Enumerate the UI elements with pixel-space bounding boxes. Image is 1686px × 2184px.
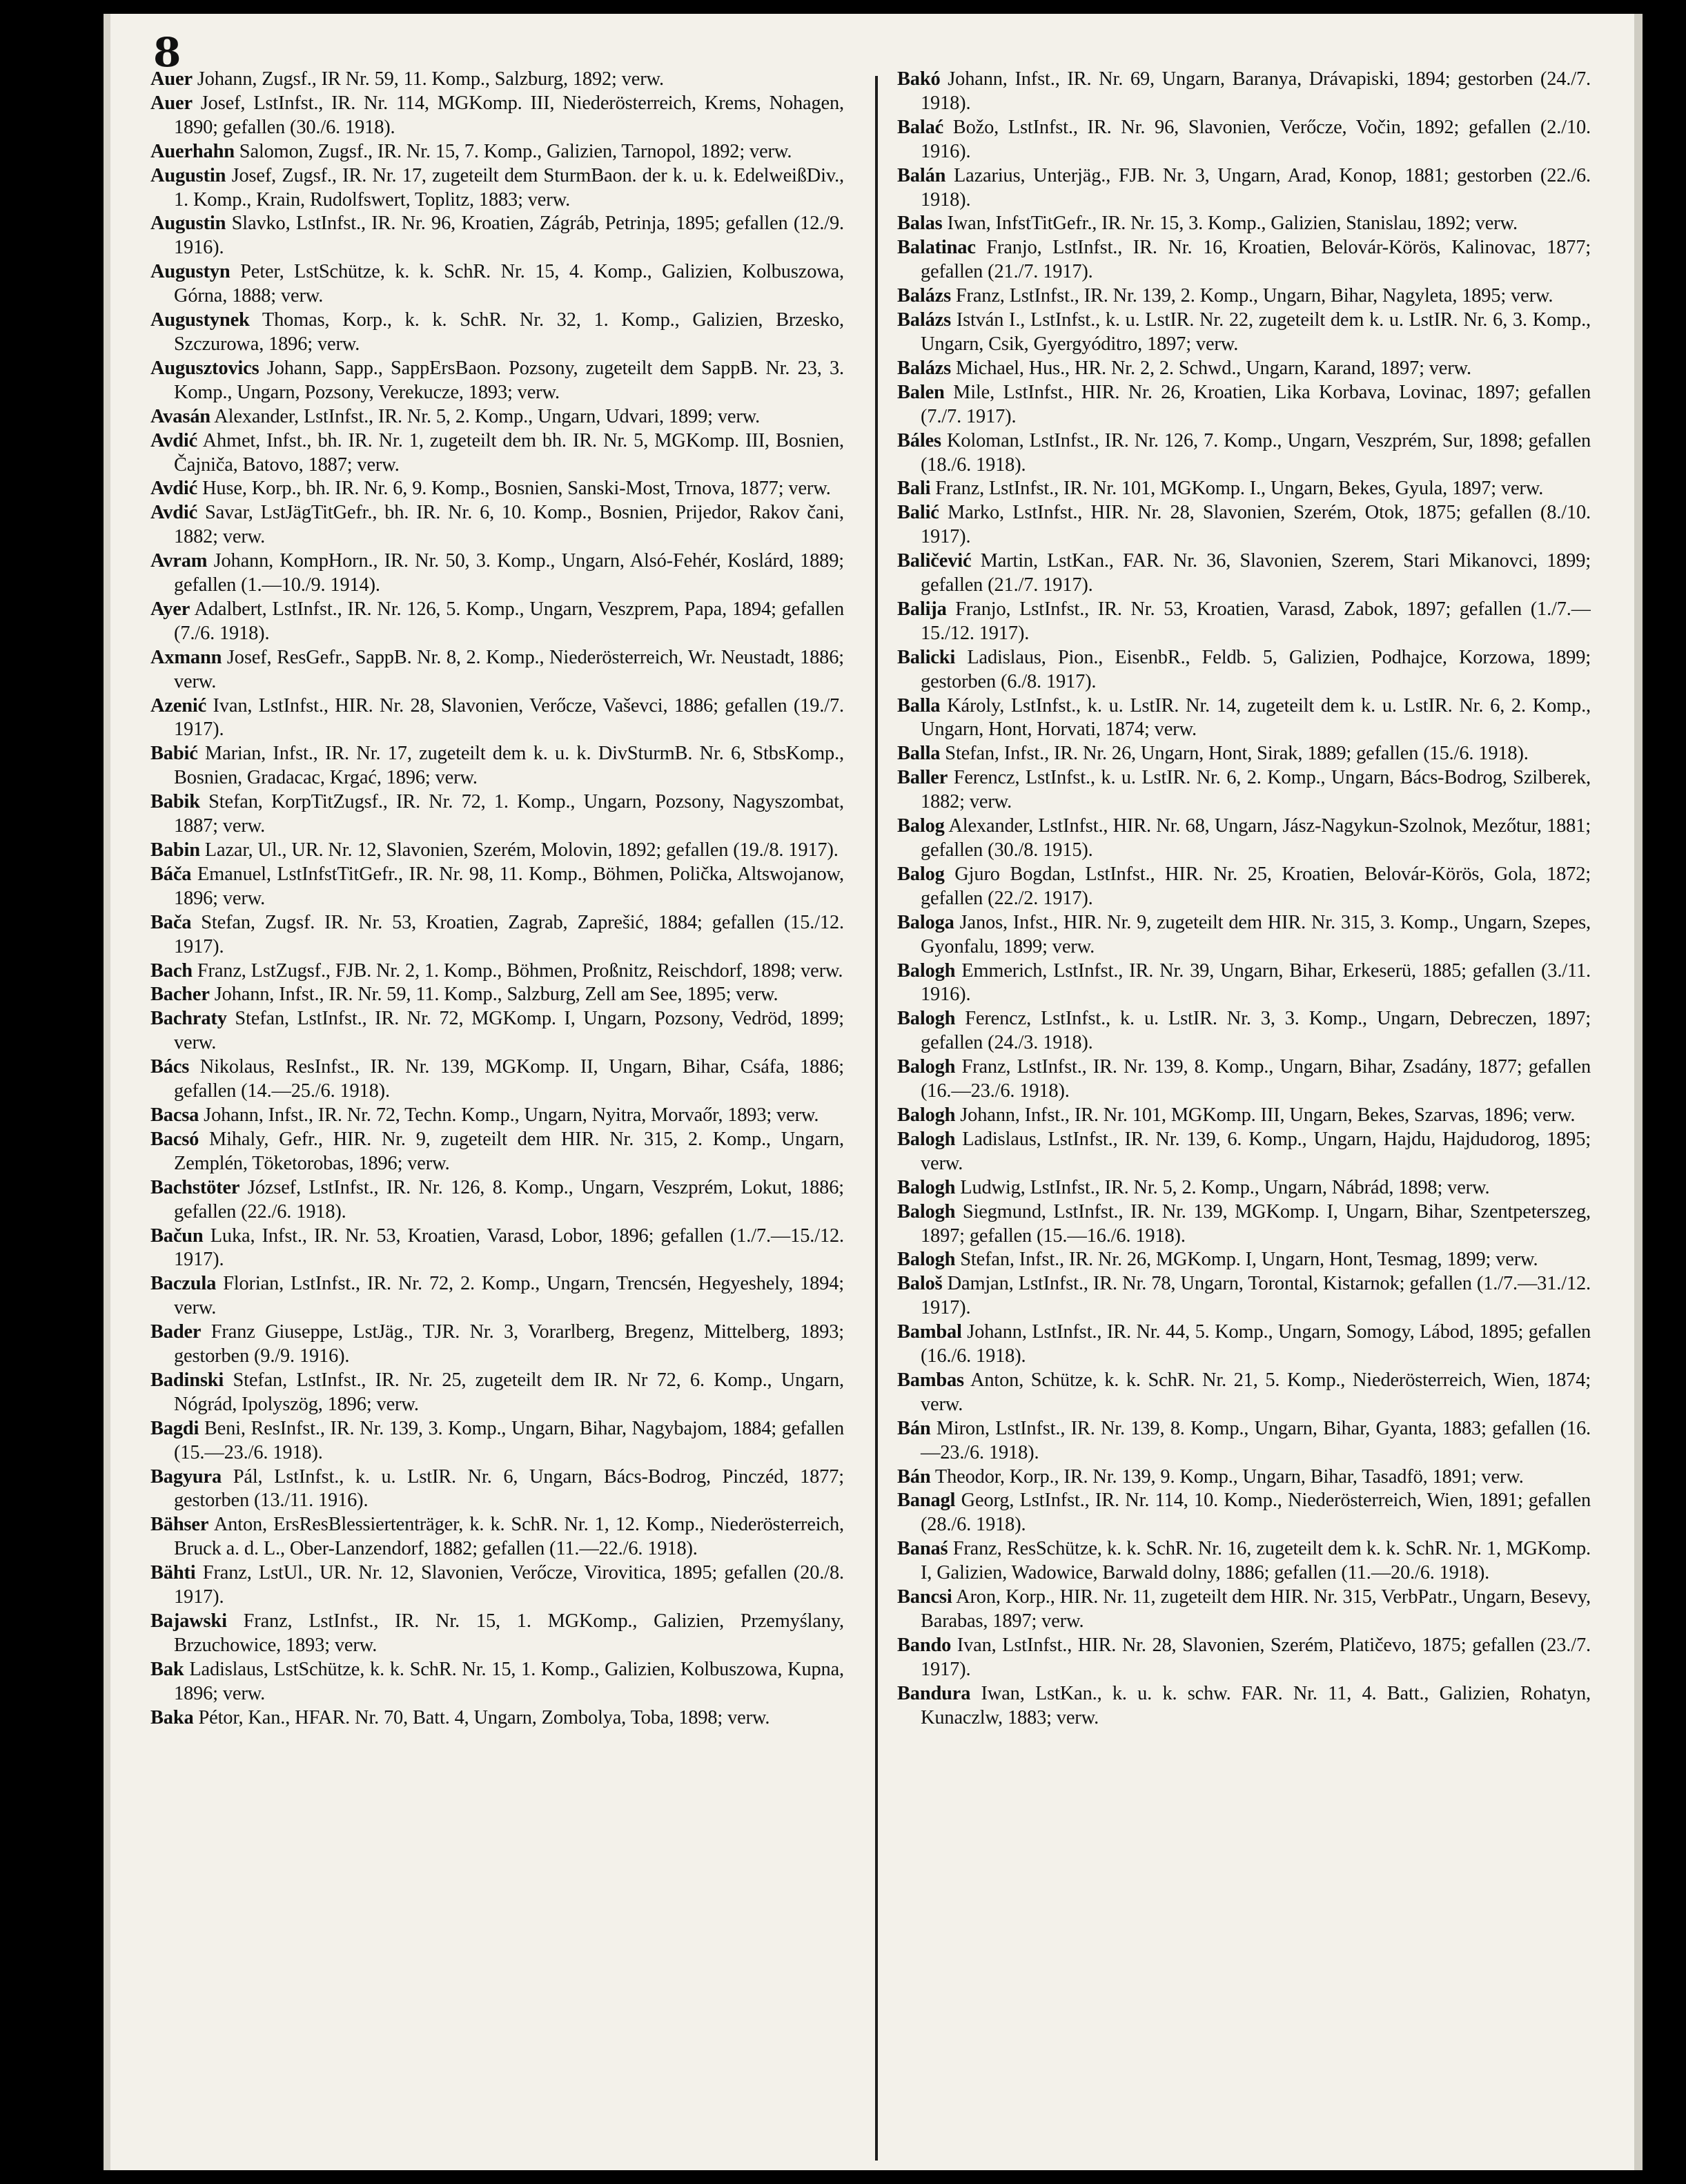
list-entry xyxy=(897,236,1591,284)
page-edge-left xyxy=(104,14,110,2170)
entry-details: Johann, LstInfst., IR. Nr. 44, 5. Komp., Ungarn, Somogy, Lábod, 1895; gefallen (16./6. 1918). xyxy=(921,1321,1591,1367)
list-entry xyxy=(897,1489,1591,1537)
entry-surname: Auer xyxy=(150,92,193,114)
entry-details: Franz, LstUl., UR. Nr. 12, Slavonien, Verőcze, Virovitica, 1895; gefallen (20./8. 1917). xyxy=(174,1562,844,1608)
entry-surname: Bando xyxy=(897,1634,952,1656)
list-entry xyxy=(150,357,844,405)
entry-surname: Bacsa xyxy=(150,1104,199,1126)
entry-details: Josef, ResGefr., SappB. Nr. 8, 2. Komp., Niederösterreich, Wr. Neustadt, 1886; verw. xyxy=(174,646,844,692)
entry-details: Ferencz, LstInfst., k. u. LstIR. Nr. 6, 2. Komp., Ungarn, Bács-Bodrog, Szilberek, 1882; verw. xyxy=(921,767,1591,813)
entry-details: Peter, LstSchütze, k. k. SchR. Nr. 15, 4. Komp., Galizien, Kolbuszowa, Górna, 1888; verw. xyxy=(174,261,844,307)
entry-details: Aron, Korp., HIR. Nr. 11, zugeteilt dem HIR. Nr. 315, VerbPatr., Ungarn, Besevy, Barabas, 1897; verw. xyxy=(921,1586,1591,1632)
entry-surname: Balas xyxy=(897,213,943,235)
entry-surname: Baller xyxy=(897,767,948,789)
entry-details: Franz, ResSchütze, k. k. SchR. Nr. 16, zugeteilt dem k. k. SchR. Nr. 1, MGKomp. I, Galizien, Wadowice, Barwald dolny, 1886; gefallen (11.—20./6. 1918). xyxy=(921,1538,1591,1584)
entry-surname: Balać xyxy=(897,116,944,138)
entry-details: Stefan, LstInfst., IR. Nr. 72, MGKomp. I, Ungarn, Pozsony, Vedröd, 1899; verw. xyxy=(174,1008,844,1054)
entry-details: Johann, Zugsf., IR Nr. 59, 11. Komp., Salzburg, 1892; verw. xyxy=(192,68,664,90)
list-entry xyxy=(150,1128,844,1176)
entry-details: Pétor, Kan., HFAR. Nr. 70, Batt. 4, Ungarn, Zombolya, Toba, 1898; verw. xyxy=(193,1706,770,1728)
entry-details: Adalbert, LstInfst., IR. Nr. 126, 5. Komp., Ungarn, Veszprem, Papa, 1894; gefallen (7./6. 1918). xyxy=(174,598,844,644)
entry-surname: Balić xyxy=(897,502,939,524)
entry-surname: Balogh xyxy=(897,1128,956,1150)
entry-details: Salomon, Zugsf., IR. Nr. 15, 7. Komp., Galizien, Tarnopol, 1892; verw. xyxy=(234,140,792,162)
list-entry xyxy=(897,501,1591,549)
list-entry xyxy=(897,309,1591,357)
list-entry xyxy=(897,1682,1591,1730)
entry-surname: Baczula xyxy=(150,1273,217,1295)
entry-details: Stefan, KorpTitZugsf., IR. Nr. 72, 1. Komp., Ungarn, Pozsony, Nagyszombat, 1887; verw. xyxy=(174,791,844,837)
entry-surname: Balogh xyxy=(897,1176,956,1198)
entry-details: Božo, LstInfst., IR. Nr. 96, Slavonien, Verőcze, Vočin, 1892; gefallen (2./10. 1916). xyxy=(921,116,1591,162)
list-entry xyxy=(150,501,844,549)
entry-surname: Babić xyxy=(150,743,198,765)
list-entry xyxy=(897,1248,1591,1272)
entry-surname: Bandura xyxy=(897,1682,971,1704)
entry-details: Stefan, Zugsf. IR. Nr. 53, Kroatien, Zagrab, Zaprešić, 1884; gefallen (15./12. 1917). xyxy=(174,911,844,957)
list-entry xyxy=(897,1634,1591,1682)
entry-details: Georg, LstInfst., IR. Nr. 114, 10. Komp., Niederösterreich, Wien, 1891; gefallen (28./6. 1918). xyxy=(921,1490,1591,1536)
list-entry xyxy=(897,1272,1591,1320)
list-entry xyxy=(150,1610,844,1658)
column-divider xyxy=(875,76,878,2161)
entry-details: Lazar, Ul., UR. Nr. 12, Slavonien, Szerém, Molovin, 1892; gefallen (19./8. 1917). xyxy=(199,839,839,861)
entry-surname: Balatinac xyxy=(897,237,976,259)
list-entry xyxy=(150,1417,844,1465)
entry-details: Martin, LstKan., FAR. Nr. 36, Slavonien, Szerem, Stari Mikanovci, 1899; gefallen (21./7. 1917). xyxy=(921,550,1591,596)
list-entry xyxy=(150,1658,844,1706)
list-entry xyxy=(897,429,1591,478)
list-entry xyxy=(150,1272,844,1320)
list-entry xyxy=(150,405,844,429)
entry-surname: Bachraty xyxy=(150,1008,227,1030)
entry-surname: Augustin xyxy=(150,213,226,235)
entry-details: Beni, ResInfst., IR. Nr. 139, 3. Komp., Ungarn, Bihar, Nagybajom, 1884; gefallen (15.—23./6. 1918). xyxy=(174,1417,844,1463)
entry-surname: Báča xyxy=(150,863,192,885)
entry-surname: Augustyn xyxy=(150,261,231,283)
entry-surname: Balogh xyxy=(897,1200,956,1222)
entry-details: Franz, LstInfst., IR. Nr. 15, 1. MGKomp., Galizien, Przemyślany, Brzuchowice, 1893; verw. xyxy=(174,1610,844,1656)
entry-surname: Bacsó xyxy=(150,1128,199,1150)
list-entry xyxy=(150,983,844,1007)
list-entry xyxy=(897,1128,1591,1176)
entry-surname: Avasán xyxy=(150,405,210,427)
list-entry xyxy=(150,1561,844,1610)
list-entry xyxy=(150,694,844,743)
entry-surname: Bakó xyxy=(897,68,941,90)
entry-details: Iwan, LstKan., k. u. k. schw. FAR. Nr. 11, 4. Batt., Galizien, Rohatyn, Kunaczlw, 1883; verw. xyxy=(921,1682,1591,1728)
entry-details: Franz, LstZugsf., FJB. Nr. 2, 1. Komp., Böhmen, Proßnitz, Reischdorf, 1898; verw. xyxy=(192,959,843,982)
list-entry xyxy=(150,646,844,694)
list-entry xyxy=(150,839,844,863)
entry-details: Johann, Infst., IR. Nr. 59, 11. Komp., Salzburg, Zell am See, 1895; verw. xyxy=(209,984,778,1006)
entry-details: Franz Giuseppe, LstJäg., TJR. Nr. 3, Vorarlberg, Bregenz, Mittelberg, 1893; gestorben (9./9. 1916). xyxy=(174,1321,844,1367)
entry-surname: Bača xyxy=(150,911,192,933)
entry-surname: Banaś xyxy=(897,1538,948,1560)
entry-surname: Balázs xyxy=(897,357,951,379)
entry-surname: Axmann xyxy=(150,646,222,668)
list-entry xyxy=(150,598,844,646)
entry-details: Josef, LstInfst., IR. Nr. 114, MGKomp. III, Niederösterreich, Krems, Nohagen, 1890; gefallen (30./6. 1918). xyxy=(174,92,844,138)
list-entry xyxy=(150,212,844,260)
list-entry xyxy=(897,1537,1591,1586)
list-entry xyxy=(897,1176,1591,1200)
list-entry xyxy=(897,212,1591,236)
list-entry xyxy=(897,164,1591,213)
entry-details: Marko, LstInfst., HIR. Nr. 28, Slavonien, Szerém, Otok, 1875; gefallen (8./10. 1917). xyxy=(921,502,1591,548)
entry-details: Damjan, LstInfst., IR. Nr. 78, Ungarn, Torontal, Kistarnok; gefallen (1./7.—31./12. 1917). xyxy=(921,1273,1591,1319)
right-column xyxy=(897,68,1591,2145)
entry-details: Johann, Infst., IR. Nr. 101, MGKomp. III, Ungarn, Bekes, Szarvas, 1896; verw. xyxy=(955,1104,1576,1126)
list-entry xyxy=(150,1369,844,1417)
entry-surname: Baloga xyxy=(897,911,954,933)
entry-details: Franz, LstInfst., IR. Nr. 101, MGKomp. I., Ungarn, Bekes, Gyula, 1897; verw. xyxy=(930,478,1544,500)
entry-details: Ferencz, LstInfst., k. u. LstIR. Nr. 3, 3. Komp., Ungarn, Debreczen, 1897; gefallen (24./3. 1918). xyxy=(921,1008,1591,1054)
list-entry xyxy=(897,863,1591,911)
entry-details: Emmerich, LstInfst., IR. Nr. 39, Ungarn, Bihar, Erkeserü, 1885; gefallen (3./11. 1916). xyxy=(921,959,1591,1006)
list-entry xyxy=(897,1586,1591,1634)
entry-surname: Bagyura xyxy=(150,1465,222,1488)
list-entry xyxy=(897,1320,1591,1369)
entry-surname: Balija xyxy=(897,598,947,620)
entry-details: Franz, LstInfst., IR. Nr. 139, 8. Komp., Ungarn, Bihar, Zsadány, 1877; gefallen (16.—23./6. 1918). xyxy=(921,1056,1591,1102)
entry-details: Miron, LstInfst., IR. Nr. 139, 8. Komp., Ungarn, Bihar, Gyanta, 1883; gefallen (16.—23./6. 1918). xyxy=(921,1417,1591,1463)
entry-details: Alexander, LstInfst., IR. Nr. 5, 2. Komp., Ungarn, Udvari, 1899; verw. xyxy=(210,405,761,427)
entry-details: Ladislaus, Pion., EisenbR., Feldb. 5, Galizien, Podhajce, Korzowa, 1899; gestorben (6./8. 1917). xyxy=(921,646,1591,692)
list-entry xyxy=(897,1465,1591,1490)
entry-details: Siegmund, LstInfst., IR. Nr. 139, MGKomp. I, Ungarn, Bihar, Szentpeterszeg, 1897; gefallen (15.—16./6. 1918). xyxy=(921,1200,1591,1247)
left-column xyxy=(150,68,844,2145)
entry-surname: Bähti xyxy=(150,1562,196,1584)
list-entry xyxy=(150,549,844,598)
entry-surname: Bán xyxy=(897,1465,931,1488)
entry-details: Ahmet, Infst., bh. IR. Nr. 1, zugeteilt dem bh. IR. Nr. 5, MGKomp. III, Bosnien, Čajniča, Batovo, 1887; verw. xyxy=(174,429,844,476)
entry-surname: Auerhahn xyxy=(150,140,235,162)
entry-details: Károly, LstInfst., k. u. LstIR. Nr. 14, zugeteilt dem k. u. LstIR. Nr. 6, 2. Komp., Ungarn, Hont, Horvati, 1874; verw. xyxy=(921,694,1591,741)
entry-surname: Bak xyxy=(150,1658,184,1680)
list-entry xyxy=(897,815,1591,863)
list-entry xyxy=(150,959,844,984)
entry-surname: Bambal xyxy=(897,1321,962,1343)
list-entry xyxy=(150,1465,844,1514)
list-entry xyxy=(897,357,1591,381)
list-entry xyxy=(897,646,1591,694)
entry-details: Franjo, LstInfst., IR. Nr. 16, Kroatien, Belovár-Körös, Kalinovac, 1877; gefallen (21./7. 1917). xyxy=(921,237,1591,283)
entry-details: Franz, LstInfst., IR. Nr. 139, 2. Komp., Ungarn, Bihar, Nagyleta, 1895; verw. xyxy=(950,285,1553,307)
entry-surname: Balogh xyxy=(897,1008,956,1030)
entry-surname: Balen xyxy=(897,381,945,403)
entry-surname: Avdić xyxy=(150,429,198,451)
entry-details: Franjo, LstInfst., IR. Nr. 53, Kroatien, Varasd, Zabok, 1897; gefallen (1./7.—15./12. 1917). xyxy=(921,598,1591,644)
entry-details: Anton, ErsResBlessiertenträger, k. k. SchR. Nr. 1, 12. Komp., Niederösterreich, Bruck a. d. L., Ober-Lanzendorf, 1882; gefallen (11.—22./6. 1918). xyxy=(174,1514,844,1560)
entry-details: Johann, KompHorn., IR. Nr. 50, 3. Komp., Ungarn, Alsó-Fehér, Koslárd, 1889; gefallen (1.—10./9. 1914). xyxy=(174,550,844,596)
entry-details: Michael, Hus., HR. Nr. 2, 2. Schwd., Ungarn, Karand, 1897; verw. xyxy=(950,357,1472,379)
entry-surname: Bajawski xyxy=(150,1610,227,1632)
entry-surname: Balogh xyxy=(897,1104,956,1126)
entry-surname: Banagl xyxy=(897,1490,956,1512)
entry-surname: Bagdi xyxy=(150,1417,199,1439)
entry-surname: Baličević xyxy=(897,550,972,572)
entry-surname: Balog xyxy=(897,863,945,885)
list-entry xyxy=(897,1369,1591,1417)
entry-details: Florian, LstInfst., IR. Nr. 72, 2. Komp., Ungarn, Trencsén, Hegyeshely, 1894; verw. xyxy=(174,1273,844,1319)
entry-details: Johann, Infst., IR. Nr. 72, Techn. Komp., Ungarn, Nyitra, Morvaőr, 1893; verw. xyxy=(199,1104,819,1126)
entry-details: Ivan, LstInfst., HIR. Nr. 28, Slavonien, Szerém, Platičevo, 1875; gefallen (23./7. 1917). xyxy=(921,1634,1591,1680)
list-entry xyxy=(897,598,1591,646)
entry-surname: Balogh xyxy=(897,1056,956,1078)
list-entry xyxy=(897,284,1591,309)
list-entry xyxy=(150,1706,844,1730)
list-entry xyxy=(897,766,1591,815)
entry-surname: Azenić xyxy=(150,694,207,716)
entry-surname: Balázs xyxy=(897,285,951,307)
list-entry xyxy=(150,911,844,959)
entry-surname: Augustynek xyxy=(150,309,250,331)
entry-surname: Ayer xyxy=(150,598,190,620)
list-entry xyxy=(150,1104,844,1128)
list-entry xyxy=(150,429,844,478)
entry-surname: Avram xyxy=(150,550,208,572)
entry-surname: Bačun xyxy=(150,1225,204,1247)
list-entry xyxy=(150,742,844,790)
entry-surname: Bancsi xyxy=(897,1586,952,1608)
entry-details: Anton, Schütze, k. k. SchR. Nr. 21, 5. Komp., Niederösterreich, Wien, 1874; verw. xyxy=(921,1369,1591,1415)
entry-details: Theodor, Korp., IR. Nr. 139, 9. Komp., Ungarn, Bihar, Tasadfö, 1891; verw. xyxy=(930,1465,1524,1488)
entry-details: Savar, LstJägTitGefr., bh. IR. Nr. 6, 10. Komp., Bosnien, Prijedor, Rakov čani, 1882; verw. xyxy=(174,502,844,548)
list-entry xyxy=(897,1417,1591,1465)
page-edge-right xyxy=(1634,14,1643,2170)
entry-surname: Balla xyxy=(897,743,941,765)
list-entry xyxy=(150,790,844,839)
list-entry xyxy=(897,911,1591,959)
entry-details: Marian, Infst., IR. Nr. 17, zugeteilt dem k. u. k. DivSturmB. Nr. 6, StbsKomp., Bosnien, Gradacac, Krgać, 1896; verw. xyxy=(174,743,844,789)
list-entry xyxy=(897,959,1591,1008)
entry-details: József, LstInfst., IR. Nr. 126, 8. Komp., Ungarn, Veszprém, Lokut, 1886; gefallen (22./6. 1918). xyxy=(174,1176,844,1222)
entry-details: Emanuel, LstInfstTitGefr., IR. Nr. 98, 11. Komp., Böhmen, Polička, Altswojanow, 1896; verw. xyxy=(174,863,844,909)
list-entry xyxy=(150,1320,844,1369)
entry-surname: Baloš xyxy=(897,1273,943,1295)
entry-details: Stefan, LstInfst., IR. Nr. 25, zugeteilt dem IR. Nr 72, 6. Komp., Ungarn, Nógrád, Ipolyszög, 1896; verw. xyxy=(174,1369,844,1415)
entry-surname: Bader xyxy=(150,1321,202,1343)
list-entry xyxy=(897,116,1591,164)
list-entry xyxy=(150,92,844,140)
entry-surname: Bach xyxy=(150,959,193,982)
list-entry xyxy=(150,164,844,213)
entry-details: Ivan, LstInfst., HIR. Nr. 28, Slavonien, Verőcze, Vaševci, 1886; gefallen (19./7. 1917). xyxy=(174,694,844,741)
entry-details: Mile, LstInfst., HIR. Nr. 26, Kroatien, Lika Korbava, Lovinac, 1897; gefallen (7./7. 1917). xyxy=(921,381,1591,427)
list-entry xyxy=(897,1200,1591,1249)
entry-surname: Avdić xyxy=(150,502,198,524)
list-entry xyxy=(897,549,1591,598)
entry-surname: Bambas xyxy=(897,1369,964,1391)
entry-surname: Badinski xyxy=(150,1369,224,1391)
entry-surname: Balogh xyxy=(897,1249,956,1271)
entry-details: Mihaly, Gefr., HIR. Nr. 9, zugeteilt dem HIR. Nr. 315, 2. Komp., Ungarn, Zemplén, Töketorobas, 1896; verw. xyxy=(174,1128,844,1174)
entry-surname: Balog xyxy=(897,815,945,837)
page-number: 8 xyxy=(153,29,182,76)
entry-details: Lazarius, Unterjäg., FJB. Nr. 3, Ungarn, Arad, Konop, 1881; gestorben (22./6. 1918). xyxy=(921,164,1591,211)
entry-surname: Bachstöter xyxy=(150,1176,240,1198)
list-entry xyxy=(150,68,844,92)
entry-surname: Bacher xyxy=(150,984,210,1006)
entry-surname: Babik xyxy=(150,791,200,813)
list-entry xyxy=(150,140,844,164)
entry-details: István I., LstInfst., k. u. LstIR. Nr. 22, zugeteilt dem k. u. LstIR. Nr. 6, 3. Komp., Ungarn, Csik, Gyergyóditro, 1897; verw. xyxy=(921,309,1591,355)
entry-details: Stefan, Infst., IR. Nr. 26, Ungarn, Hont, Sirak, 1889; gefallen (15./6. 1918). xyxy=(940,743,1529,765)
entry-details: Johann, Infst., IR. Nr. 69, Ungarn, Baranya, Drávapiski, 1894; gestorben (24./7. 1918). xyxy=(921,68,1591,114)
list-entry xyxy=(897,381,1591,429)
entry-details: Nikolaus, ResInfst., IR. Nr. 139, MGKomp. II, Ungarn, Bihar, Csáfa, 1886; gefallen (14.—25./6. 1918). xyxy=(174,1056,844,1102)
entry-details: Slavko, LstInfst., IR. Nr. 96, Kroatien, Zágráb, Petrinja, 1895; gefallen (12./9. 1916). xyxy=(174,213,844,259)
list-entry xyxy=(150,1007,844,1055)
list-entry xyxy=(897,694,1591,743)
list-entry xyxy=(150,1225,844,1273)
entry-details: Ludwig, LstInfst., IR. Nr. 5, 2. Komp., Ungarn, Nábrád, 1898; verw. xyxy=(955,1176,1490,1198)
entry-details: Pál, LstInfst., k. u. LstIR. Nr. 6, Ungarn, Bács-Bodrog, Pinczéd, 1877; gestorben (13./11. 1916). xyxy=(174,1465,844,1512)
entry-details: Luka, Infst., IR. Nr. 53, Kroatien, Varasd, Lobor, 1896; gefallen (1./7.—15./12. 1917). xyxy=(174,1225,844,1271)
entry-details: Janos, Infst., HIR. Nr. 9, zugeteilt dem HIR. Nr. 315, 3. Komp., Ungarn, Szepes, Gyonfalu, 1899; verw. xyxy=(921,911,1591,957)
entry-surname: Augustin xyxy=(150,164,226,186)
entry-details: Gjuro Bogdan, LstInfst., HIR. Nr. 25, Kroatien, Belovár-Körös, Gola, 1872; gefallen (22./2. 1917). xyxy=(921,863,1591,909)
list-entry xyxy=(150,260,844,309)
entry-surname: Augusztovics xyxy=(150,357,259,379)
document-page xyxy=(104,14,1643,2170)
entry-details: Josef, Zugsf., IR. Nr. 17, zugeteilt dem SturmBaon. der k. u. k. EdelweißDiv., 1. Komp., Krain, Rudolfswert, Toplitz, 1883; verw. xyxy=(174,164,844,211)
entry-surname: Baka xyxy=(150,1706,194,1728)
list-entry xyxy=(897,68,1591,116)
entry-surname: Auer xyxy=(150,68,193,90)
entry-surname: Bács xyxy=(150,1056,190,1078)
list-entry xyxy=(150,1513,844,1561)
entry-details: Koloman, LstInfst., IR. Nr. 126, 7. Komp., Ungarn, Veszprém, Sur, 1898; gefallen (18./6. 1918). xyxy=(921,429,1591,476)
entry-details: Johann, Sapp., SappErsBaon. Pozsony, zugeteilt dem SappB. Nr. 23, 3. Komp., Ungarn, Pozsony, Verekucze, 1893; verw. xyxy=(174,357,844,403)
entry-details: Iwan, InfstTitGefr., IR. Nr. 15, 3. Komp., Galizien, Stanislau, 1892; verw. xyxy=(942,213,1518,235)
list-entry xyxy=(897,1104,1591,1128)
list-entry xyxy=(150,477,844,501)
list-entry xyxy=(897,477,1591,501)
list-entry xyxy=(150,1176,844,1225)
list-entry xyxy=(897,1007,1591,1055)
list-entry xyxy=(150,309,844,357)
entry-surname: Bali xyxy=(897,478,931,500)
entry-surname: Bán xyxy=(897,1417,931,1439)
entry-details: Thomas, Korp., k. k. SchR. Nr. 32, 1. Komp., Galizien, Brzesko, Szczurowa, 1896; verw. xyxy=(174,309,844,355)
entry-details: Stefan, Infst., IR. Nr. 26, MGKomp. I, Ungarn, Hont, Tesmag, 1899; verw. xyxy=(955,1249,1538,1271)
list-entry xyxy=(897,1055,1591,1104)
entry-surname: Bähser xyxy=(150,1514,209,1536)
entry-surname: Báles xyxy=(897,429,941,451)
entry-surname: Balán xyxy=(897,164,946,186)
entry-details: Alexander, LstInfst., HIR. Nr. 68, Ungarn, Jász-Nagykun-Szolnok, Mezőtur, 1881; gefallen (30./8. 1915). xyxy=(921,815,1591,861)
entry-surname: Babin xyxy=(150,839,200,861)
list-entry xyxy=(897,742,1591,766)
entry-surname: Balla xyxy=(897,694,941,716)
list-entry xyxy=(150,1055,844,1104)
entry-surname: Balicki xyxy=(897,646,956,668)
list-entry xyxy=(150,863,844,911)
entry-surname: Avdić xyxy=(150,478,198,500)
entry-details: Ladislaus, LstInfst., IR. Nr. 139, 6. Komp., Ungarn, Hajdu, Hajdudorog, 1895; verw. xyxy=(921,1128,1591,1174)
entry-details: Ladislaus, LstSchütze, k. k. SchR. Nr. 15, 1. Komp., Galizien, Kolbuszowa, Kupna, 1896; verw. xyxy=(174,1658,844,1704)
entry-details: Huse, Korp., bh. IR. Nr. 6, 9. Komp., Bosnien, Sanski-Most, Trnova, 1877; verw. xyxy=(197,478,831,500)
entry-surname: Balázs xyxy=(897,309,951,331)
entry-surname: Balogh xyxy=(897,959,956,982)
